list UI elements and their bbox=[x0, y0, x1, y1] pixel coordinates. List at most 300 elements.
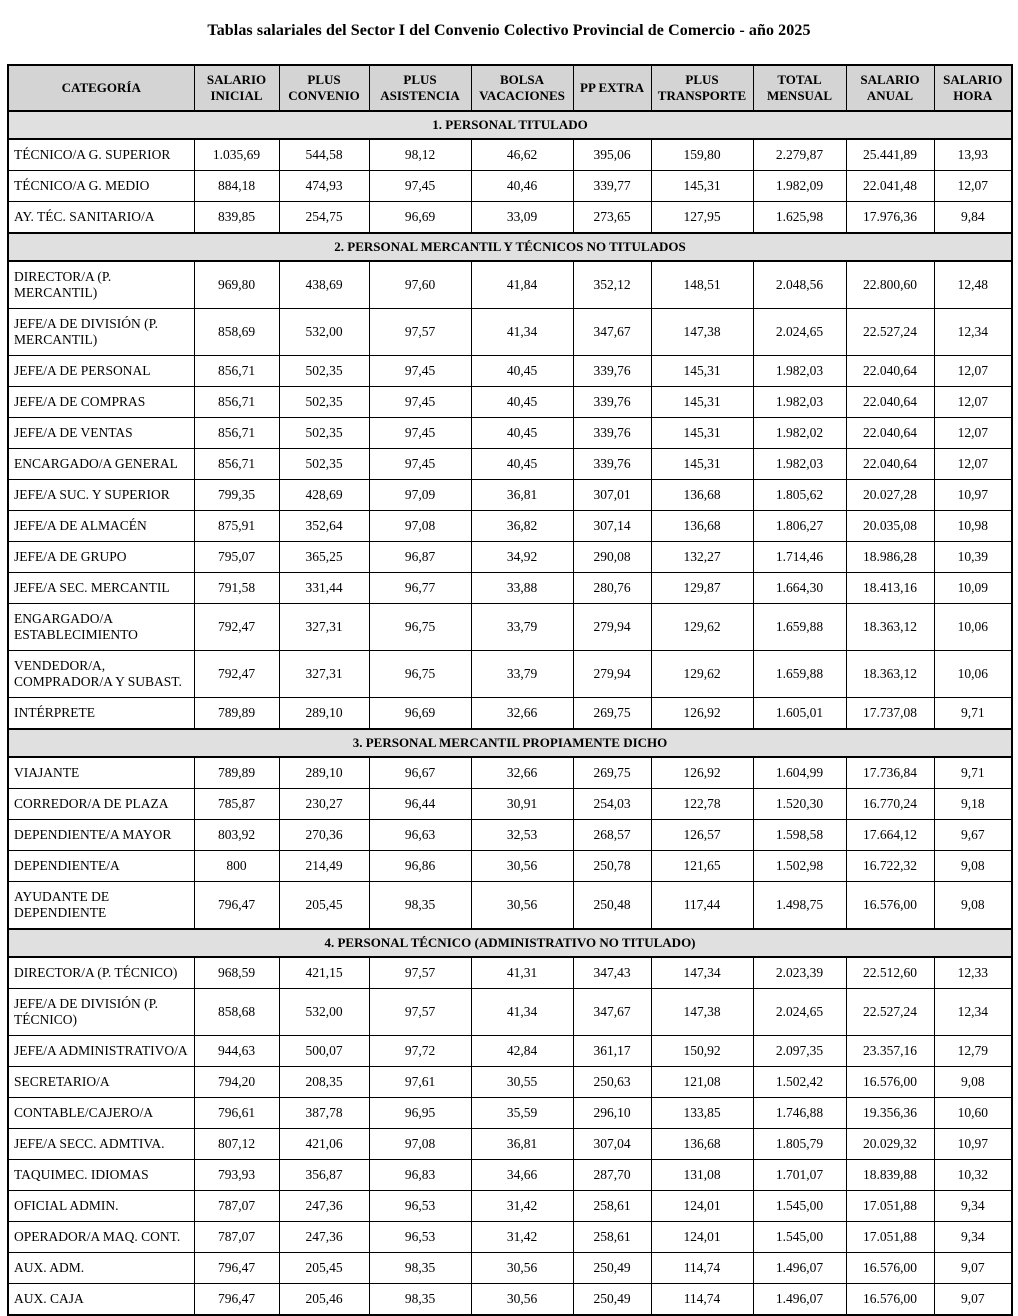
value-cell: 1.982,02 bbox=[753, 418, 846, 449]
value-cell: 502,35 bbox=[279, 449, 369, 480]
value-cell: 387,78 bbox=[279, 1098, 369, 1129]
value-cell: 290,08 bbox=[573, 542, 651, 573]
value-cell: 1.498,75 bbox=[753, 882, 846, 930]
value-cell: 269,75 bbox=[573, 757, 651, 789]
value-cell: 296,10 bbox=[573, 1098, 651, 1129]
value-cell: 1.496,07 bbox=[753, 1284, 846, 1316]
value-cell: 2.024,65 bbox=[753, 989, 846, 1036]
table-row bbox=[8, 1222, 1012, 1253]
value-cell: 247,36 bbox=[279, 1222, 369, 1253]
value-cell: 10,97 bbox=[934, 480, 1012, 511]
table-row bbox=[8, 1129, 1012, 1160]
value-cell: 31,42 bbox=[471, 1191, 573, 1222]
value-cell: 9,71 bbox=[934, 698, 1012, 730]
value-cell: 30,55 bbox=[471, 1067, 573, 1098]
value-cell: 30,91 bbox=[471, 789, 573, 820]
value-cell: 97,45 bbox=[369, 449, 471, 480]
value-cell: 795,07 bbox=[194, 542, 279, 573]
value-cell: 289,10 bbox=[279, 757, 369, 789]
value-cell: 339,77 bbox=[573, 171, 651, 202]
value-cell: 35,59 bbox=[471, 1098, 573, 1129]
value-cell: 858,69 bbox=[194, 309, 279, 356]
value-cell: 208,35 bbox=[279, 1067, 369, 1098]
table-row bbox=[8, 851, 1012, 882]
value-cell: 792,47 bbox=[194, 604, 279, 651]
value-cell: 474,93 bbox=[279, 171, 369, 202]
value-cell: 280,76 bbox=[573, 573, 651, 604]
value-cell: 9,07 bbox=[934, 1253, 1012, 1284]
category-cell: JEFE/A SUC. Y SUPERIOR bbox=[8, 480, 194, 511]
table-row bbox=[8, 698, 1012, 730]
value-cell: 22.040,64 bbox=[846, 418, 934, 449]
value-cell: 96,53 bbox=[369, 1222, 471, 1253]
value-cell: 1.502,42 bbox=[753, 1067, 846, 1098]
table-row bbox=[8, 171, 1012, 202]
table-row bbox=[8, 480, 1012, 511]
value-cell: 16.770,24 bbox=[846, 789, 934, 820]
value-cell: 10,32 bbox=[934, 1160, 1012, 1191]
table-row bbox=[8, 989, 1012, 1036]
value-cell: 22.040,64 bbox=[846, 449, 934, 480]
value-cell: 117,44 bbox=[651, 882, 753, 930]
section-heading: 4. PERSONAL TÉCNICO (ADMINISTRATIVO NO TITULADO) bbox=[8, 929, 1012, 957]
value-cell: 1.664,30 bbox=[753, 573, 846, 604]
value-cell: 421,06 bbox=[279, 1129, 369, 1160]
value-cell: 30,56 bbox=[471, 1284, 573, 1316]
page-title: Tablas salariales del Sector I del Convenio Colectivo Provincial de Comercio - año 2025 bbox=[207, 22, 811, 39]
value-cell: 12,79 bbox=[934, 1036, 1012, 1067]
table-row bbox=[8, 1067, 1012, 1098]
value-cell: 532,00 bbox=[279, 309, 369, 356]
value-cell: 114,74 bbox=[651, 1284, 753, 1316]
value-cell: 856,71 bbox=[194, 356, 279, 387]
section-heading: 3. PERSONAL MERCANTIL PROPIAMENTE DICHO bbox=[8, 729, 1012, 757]
value-cell: 136,68 bbox=[651, 1129, 753, 1160]
value-cell: 1.035,69 bbox=[194, 139, 279, 171]
header-row bbox=[8, 65, 1012, 111]
value-cell: 791,58 bbox=[194, 573, 279, 604]
value-cell: 1.982,09 bbox=[753, 171, 846, 202]
table-row bbox=[8, 957, 1012, 989]
section-row bbox=[8, 233, 1012, 261]
category-cell: JEFE/A DE GRUPO bbox=[8, 542, 194, 573]
value-cell: 1.805,62 bbox=[753, 480, 846, 511]
value-cell: 20.029,32 bbox=[846, 1129, 934, 1160]
value-cell: 36,81 bbox=[471, 480, 573, 511]
value-cell: 16.576,00 bbox=[846, 1284, 934, 1316]
value-cell: 145,31 bbox=[651, 171, 753, 202]
value-cell: 159,80 bbox=[651, 139, 753, 171]
category-cell: ENCARGADO/A GENERAL bbox=[8, 449, 194, 480]
value-cell: 1.545,00 bbox=[753, 1222, 846, 1253]
value-cell: 136,68 bbox=[651, 480, 753, 511]
category-cell: CONTABLE/CAJERO/A bbox=[8, 1098, 194, 1129]
value-cell: 793,93 bbox=[194, 1160, 279, 1191]
column-header: PP EXTRA bbox=[573, 65, 651, 111]
value-cell: 33,88 bbox=[471, 573, 573, 604]
value-cell: 96,69 bbox=[369, 698, 471, 730]
value-cell: 1.520,30 bbox=[753, 789, 846, 820]
value-cell: 98,35 bbox=[369, 1284, 471, 1316]
value-cell: 800 bbox=[194, 851, 279, 882]
table-row bbox=[8, 789, 1012, 820]
table-row bbox=[8, 1191, 1012, 1222]
category-cell: JEFE/A DE DIVISIÓN (P. MERCANTIL) bbox=[8, 309, 194, 356]
value-cell: 352,64 bbox=[279, 511, 369, 542]
value-cell: 40,45 bbox=[471, 449, 573, 480]
value-cell: 9,08 bbox=[934, 1067, 1012, 1098]
value-cell: 268,57 bbox=[573, 820, 651, 851]
value-cell: 796,47 bbox=[194, 882, 279, 930]
value-cell: 30,56 bbox=[471, 882, 573, 930]
category-cell: JEFE/A DE PERSONAL bbox=[8, 356, 194, 387]
value-cell: 96,44 bbox=[369, 789, 471, 820]
value-cell: 785,87 bbox=[194, 789, 279, 820]
value-cell: 2.048,56 bbox=[753, 261, 846, 309]
value-cell: 347,67 bbox=[573, 309, 651, 356]
value-cell: 250,48 bbox=[573, 882, 651, 930]
value-cell: 532,00 bbox=[279, 989, 369, 1036]
value-cell: 9,07 bbox=[934, 1284, 1012, 1316]
value-cell: 856,71 bbox=[194, 449, 279, 480]
value-cell: 147,34 bbox=[651, 957, 753, 989]
value-cell: 41,84 bbox=[471, 261, 573, 309]
value-cell: 307,14 bbox=[573, 511, 651, 542]
value-cell: 121,65 bbox=[651, 851, 753, 882]
value-cell: 96,87 bbox=[369, 542, 471, 573]
value-cell: 30,56 bbox=[471, 1253, 573, 1284]
value-cell: 16.576,00 bbox=[846, 1253, 934, 1284]
value-cell: 1.545,00 bbox=[753, 1191, 846, 1222]
column-header: SALARIO HORA bbox=[934, 65, 1012, 111]
value-cell: 438,69 bbox=[279, 261, 369, 309]
value-cell: 339,76 bbox=[573, 449, 651, 480]
value-cell: 145,31 bbox=[651, 449, 753, 480]
value-cell: 36,82 bbox=[471, 511, 573, 542]
value-cell: 856,71 bbox=[194, 418, 279, 449]
value-cell: 98,12 bbox=[369, 139, 471, 171]
table-row bbox=[8, 261, 1012, 309]
value-cell: 124,01 bbox=[651, 1222, 753, 1253]
column-header: PLUS CONVENIO bbox=[279, 65, 369, 111]
value-cell: 12,07 bbox=[934, 171, 1012, 202]
category-cell: DIRECTOR/A (P. TÉCNICO) bbox=[8, 957, 194, 989]
value-cell: 803,92 bbox=[194, 820, 279, 851]
value-cell: 214,49 bbox=[279, 851, 369, 882]
value-cell: 807,12 bbox=[194, 1129, 279, 1160]
value-cell: 307,04 bbox=[573, 1129, 651, 1160]
value-cell: 132,27 bbox=[651, 542, 753, 573]
value-cell: 20.035,08 bbox=[846, 511, 934, 542]
value-cell: 12,07 bbox=[934, 387, 1012, 418]
value-cell: 1.805,79 bbox=[753, 1129, 846, 1160]
value-cell: 34,92 bbox=[471, 542, 573, 573]
value-cell: 9,67 bbox=[934, 820, 1012, 851]
table-body bbox=[8, 111, 1012, 1315]
value-cell: 230,27 bbox=[279, 789, 369, 820]
value-cell: 544,58 bbox=[279, 139, 369, 171]
value-cell: 16.576,00 bbox=[846, 1067, 934, 1098]
value-cell: 148,51 bbox=[651, 261, 753, 309]
value-cell: 9,08 bbox=[934, 851, 1012, 882]
value-cell: 287,70 bbox=[573, 1160, 651, 1191]
value-cell: 1.806,27 bbox=[753, 511, 846, 542]
table-row bbox=[8, 1284, 1012, 1316]
value-cell: 10,39 bbox=[934, 542, 1012, 573]
value-cell: 147,38 bbox=[651, 309, 753, 356]
value-cell: 124,01 bbox=[651, 1191, 753, 1222]
value-cell: 1.659,88 bbox=[753, 604, 846, 651]
value-cell: 34,66 bbox=[471, 1160, 573, 1191]
category-cell: ENGARGADO/A ESTABLECIMIENTO bbox=[8, 604, 194, 651]
table-row bbox=[8, 387, 1012, 418]
value-cell: 347,67 bbox=[573, 989, 651, 1036]
table-row bbox=[8, 820, 1012, 851]
value-cell: 32,66 bbox=[471, 698, 573, 730]
value-cell: 33,79 bbox=[471, 604, 573, 651]
value-cell: 9,08 bbox=[934, 882, 1012, 930]
category-cell: JEFE/A DE DIVISIÓN (P. TÉCNICO) bbox=[8, 989, 194, 1036]
value-cell: 10,60 bbox=[934, 1098, 1012, 1129]
value-cell: 1.496,07 bbox=[753, 1253, 846, 1284]
value-cell: 258,61 bbox=[573, 1191, 651, 1222]
value-cell: 9,34 bbox=[934, 1222, 1012, 1253]
value-cell: 17.664,12 bbox=[846, 820, 934, 851]
value-cell: 126,92 bbox=[651, 757, 753, 789]
section-heading: 1. PERSONAL TITULADO bbox=[8, 111, 1012, 139]
category-cell: CORREDOR/A DE PLAZA bbox=[8, 789, 194, 820]
value-cell: 10,06 bbox=[934, 604, 1012, 651]
category-cell: TAQUIMEC. IDIOMAS bbox=[8, 1160, 194, 1191]
table-row bbox=[8, 356, 1012, 387]
value-cell: 145,31 bbox=[651, 356, 753, 387]
value-cell: 96,75 bbox=[369, 651, 471, 698]
value-cell: 10,06 bbox=[934, 651, 1012, 698]
value-cell: 22.040,64 bbox=[846, 387, 934, 418]
value-cell: 1.982,03 bbox=[753, 449, 846, 480]
value-cell: 114,74 bbox=[651, 1253, 753, 1284]
value-cell: 22.800,60 bbox=[846, 261, 934, 309]
value-cell: 254,75 bbox=[279, 202, 369, 234]
value-cell: 129,87 bbox=[651, 573, 753, 604]
value-cell: 32,53 bbox=[471, 820, 573, 851]
value-cell: 250,49 bbox=[573, 1284, 651, 1316]
value-cell: 19.356,36 bbox=[846, 1098, 934, 1129]
value-cell: 968,59 bbox=[194, 957, 279, 989]
table-row bbox=[8, 573, 1012, 604]
table-row bbox=[8, 449, 1012, 480]
value-cell: 395,06 bbox=[573, 139, 651, 171]
value-cell: 22.041,48 bbox=[846, 171, 934, 202]
value-cell: 787,07 bbox=[194, 1222, 279, 1253]
value-cell: 254,03 bbox=[573, 789, 651, 820]
value-cell: 352,12 bbox=[573, 261, 651, 309]
category-cell: DEPENDIENTE/A MAYOR bbox=[8, 820, 194, 851]
section-heading: 2. PERSONAL MERCANTIL Y TÉCNICOS NO TITULADOS bbox=[8, 233, 1012, 261]
category-cell: TÉCNICO/A G. MEDIO bbox=[8, 171, 194, 202]
category-cell: AY. TÉC. SANITARIO/A bbox=[8, 202, 194, 234]
value-cell: 356,87 bbox=[279, 1160, 369, 1191]
value-cell: 40,46 bbox=[471, 171, 573, 202]
value-cell: 18.986,28 bbox=[846, 542, 934, 573]
category-cell: JEFE/A ADMINISTRATIVO/A bbox=[8, 1036, 194, 1067]
value-cell: 97,72 bbox=[369, 1036, 471, 1067]
value-cell: 2.024,65 bbox=[753, 309, 846, 356]
value-cell: 97,45 bbox=[369, 171, 471, 202]
value-cell: 10,97 bbox=[934, 1129, 1012, 1160]
value-cell: 129,62 bbox=[651, 604, 753, 651]
value-cell: 40,45 bbox=[471, 387, 573, 418]
value-cell: 1.982,03 bbox=[753, 356, 846, 387]
value-cell: 1.746,88 bbox=[753, 1098, 846, 1129]
value-cell: 331,44 bbox=[279, 573, 369, 604]
column-header: PLUS TRANSPORTE bbox=[651, 65, 753, 111]
table-row bbox=[8, 757, 1012, 789]
value-cell: 96,63 bbox=[369, 820, 471, 851]
value-cell: 36,81 bbox=[471, 1129, 573, 1160]
value-cell: 502,35 bbox=[279, 418, 369, 449]
value-cell: 32,66 bbox=[471, 757, 573, 789]
value-cell: 33,09 bbox=[471, 202, 573, 234]
category-cell: OFICIAL ADMIN. bbox=[8, 1191, 194, 1222]
value-cell: 97,09 bbox=[369, 480, 471, 511]
value-cell: 273,65 bbox=[573, 202, 651, 234]
column-header: SALARIO INICIAL bbox=[194, 65, 279, 111]
value-cell: 884,18 bbox=[194, 171, 279, 202]
value-cell: 787,07 bbox=[194, 1191, 279, 1222]
value-cell: 97,57 bbox=[369, 309, 471, 356]
value-cell: 30,56 bbox=[471, 851, 573, 882]
value-cell: 1.714,46 bbox=[753, 542, 846, 573]
table-row bbox=[8, 1098, 1012, 1129]
value-cell: 12,33 bbox=[934, 957, 1012, 989]
value-cell: 42,84 bbox=[471, 1036, 573, 1067]
value-cell: 145,31 bbox=[651, 418, 753, 449]
value-cell: 1.605,01 bbox=[753, 698, 846, 730]
category-cell: TÉCNICO/A G. SUPERIOR bbox=[8, 139, 194, 171]
value-cell: 22.527,24 bbox=[846, 989, 934, 1036]
value-cell: 205,45 bbox=[279, 1253, 369, 1284]
table-row bbox=[8, 882, 1012, 930]
table-row bbox=[8, 202, 1012, 234]
value-cell: 96,53 bbox=[369, 1191, 471, 1222]
value-cell: 18.363,12 bbox=[846, 604, 934, 651]
column-header: PLUS ASISTENCIA bbox=[369, 65, 471, 111]
value-cell: 858,68 bbox=[194, 989, 279, 1036]
category-cell: VIAJANTE bbox=[8, 757, 194, 789]
value-cell: 41,34 bbox=[471, 309, 573, 356]
value-cell: 97,45 bbox=[369, 356, 471, 387]
value-cell: 339,76 bbox=[573, 356, 651, 387]
value-cell: 799,35 bbox=[194, 480, 279, 511]
value-cell: 796,61 bbox=[194, 1098, 279, 1129]
value-cell: 98,35 bbox=[369, 882, 471, 930]
value-cell: 126,92 bbox=[651, 698, 753, 730]
value-cell: 40,45 bbox=[471, 356, 573, 387]
value-cell: 205,45 bbox=[279, 882, 369, 930]
category-cell: AUX. CAJA bbox=[8, 1284, 194, 1316]
category-cell: JEFE/A SEC. MERCANTIL bbox=[8, 573, 194, 604]
value-cell: 41,34 bbox=[471, 989, 573, 1036]
value-cell: 20.027,28 bbox=[846, 480, 934, 511]
value-cell: 1.598,58 bbox=[753, 820, 846, 851]
value-cell: 789,89 bbox=[194, 757, 279, 789]
value-cell: 9,84 bbox=[934, 202, 1012, 234]
category-cell: JEFE/A DE ALMACÉN bbox=[8, 511, 194, 542]
value-cell: 10,09 bbox=[934, 573, 1012, 604]
value-cell: 9,18 bbox=[934, 789, 1012, 820]
value-cell: 969,80 bbox=[194, 261, 279, 309]
value-cell: 794,20 bbox=[194, 1067, 279, 1098]
value-cell: 796,47 bbox=[194, 1284, 279, 1316]
table-row bbox=[8, 1036, 1012, 1067]
table-row bbox=[8, 1160, 1012, 1191]
value-cell: 875,91 bbox=[194, 511, 279, 542]
value-cell: 12,07 bbox=[934, 449, 1012, 480]
value-cell: 2.279,87 bbox=[753, 139, 846, 171]
value-cell: 22.527,24 bbox=[846, 309, 934, 356]
value-cell: 13,93 bbox=[934, 139, 1012, 171]
value-cell: 269,75 bbox=[573, 698, 651, 730]
category-cell: VENDEDOR/A, COMPRADOR/A Y SUBAST. bbox=[8, 651, 194, 698]
value-cell: 131,08 bbox=[651, 1160, 753, 1191]
value-cell: 22.512,60 bbox=[846, 957, 934, 989]
value-cell: 12,07 bbox=[934, 356, 1012, 387]
value-cell: 129,62 bbox=[651, 651, 753, 698]
value-cell: 96,69 bbox=[369, 202, 471, 234]
value-cell: 339,76 bbox=[573, 387, 651, 418]
value-cell: 250,63 bbox=[573, 1067, 651, 1098]
value-cell: 1.604,99 bbox=[753, 757, 846, 789]
value-cell: 18.839,88 bbox=[846, 1160, 934, 1191]
value-cell: 502,35 bbox=[279, 356, 369, 387]
value-cell: 147,38 bbox=[651, 989, 753, 1036]
value-cell: 96,83 bbox=[369, 1160, 471, 1191]
value-cell: 1.982,03 bbox=[753, 387, 846, 418]
value-cell: 12,07 bbox=[934, 418, 1012, 449]
value-cell: 17.736,84 bbox=[846, 757, 934, 789]
value-cell: 361,17 bbox=[573, 1036, 651, 1067]
value-cell: 500,07 bbox=[279, 1036, 369, 1067]
value-cell: 839,85 bbox=[194, 202, 279, 234]
value-cell: 97,08 bbox=[369, 511, 471, 542]
section-row bbox=[8, 929, 1012, 957]
value-cell: 150,92 bbox=[651, 1036, 753, 1067]
category-cell: DEPENDIENTE/A bbox=[8, 851, 194, 882]
category-cell: INTÉRPRETE bbox=[8, 698, 194, 730]
value-cell: 1.502,98 bbox=[753, 851, 846, 882]
column-header: CATEGORÍA bbox=[8, 65, 194, 111]
category-cell: OPERADOR/A MAQ. CONT. bbox=[8, 1222, 194, 1253]
value-cell: 421,15 bbox=[279, 957, 369, 989]
value-cell: 23.357,16 bbox=[846, 1036, 934, 1067]
value-cell: 97,60 bbox=[369, 261, 471, 309]
value-cell: 97,45 bbox=[369, 418, 471, 449]
value-cell: 97,45 bbox=[369, 387, 471, 418]
value-cell: 327,31 bbox=[279, 651, 369, 698]
category-cell: AYUDANTE DE DEPENDIENTE bbox=[8, 882, 194, 930]
value-cell: 18.363,12 bbox=[846, 651, 934, 698]
value-cell: 1.701,07 bbox=[753, 1160, 846, 1191]
value-cell: 17.051,88 bbox=[846, 1222, 934, 1253]
category-cell: JEFE/A DE VENTAS bbox=[8, 418, 194, 449]
column-header: BOLSA VACACIONES bbox=[471, 65, 573, 111]
value-cell: 17.051,88 bbox=[846, 1191, 934, 1222]
value-cell: 17.976,36 bbox=[846, 202, 934, 234]
value-cell: 136,68 bbox=[651, 511, 753, 542]
value-cell: 279,94 bbox=[573, 651, 651, 698]
category-cell: SECRETARIO/A bbox=[8, 1067, 194, 1098]
